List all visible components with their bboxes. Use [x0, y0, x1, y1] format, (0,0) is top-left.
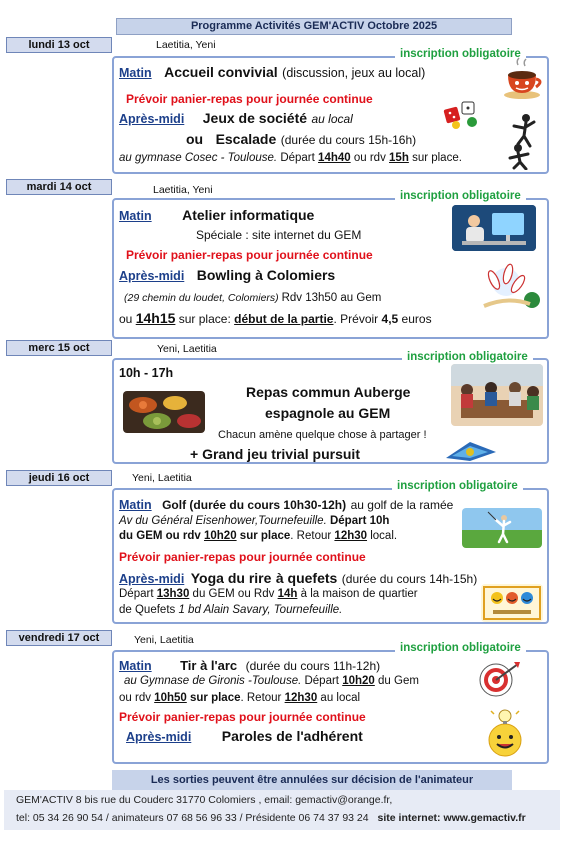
footer [4, 790, 560, 830]
du-gem: du Gem [378, 675, 419, 687]
apm-label: Après-midi [126, 730, 192, 744]
bowling-icon [478, 260, 542, 310]
panier-notice: Prévoir panier-repas pour journée continue [119, 710, 366, 724]
activity-detail: (durée du cours 11h-12h) [245, 659, 381, 673]
apm-label: Après-midi [119, 112, 185, 126]
friday-depart [124, 675, 419, 687]
animators-wednesday: Yeni, Laetitia [157, 343, 217, 355]
activity-detail: (durée du cours 14h-15h) [341, 572, 478, 586]
panier-notice: Prévoir panier-repas pour journée continue [119, 550, 366, 564]
address: (29 chemin du loudet, Colomiers) [124, 292, 279, 304]
debut: début de la partie [234, 312, 334, 326]
apm-label: Après-midi [119, 572, 185, 586]
day-tag-tuesday: mardi 14 oct [6, 179, 112, 195]
depart-time: 10h20 [342, 675, 375, 687]
activity-detail: au local [311, 112, 353, 126]
friday-afternoon [126, 728, 363, 746]
thursday-afternoon [119, 570, 477, 588]
sur-place: sur place [189, 692, 241, 704]
tapas-icon [123, 391, 205, 433]
depart-time: 14h40 [318, 152, 351, 164]
monday-morning [119, 64, 425, 82]
au-local: au local [320, 692, 361, 704]
animators-tuesday: Laetitia, Yeni [153, 184, 213, 196]
inscription-monday: inscription obligatoire [395, 48, 526, 60]
euros: euros [401, 312, 432, 326]
ou-text: ou [186, 131, 204, 147]
footer-phones: tel: 05 34 26 90 54 / animateurs 07 68 56 96 33 / Présidente 06 74 37 93 24 [16, 812, 369, 824]
game-activity: + Grand jeu trivial pursuit [190, 446, 360, 462]
gem-rdv: du GEM ou Rdv [192, 588, 275, 600]
depart-label: Départ [119, 588, 154, 600]
retour: . Retour [240, 692, 282, 704]
apm-label: Après-midi [119, 269, 185, 283]
monday-escalade [186, 131, 416, 149]
computer-icon [452, 205, 536, 251]
activity-name: Escalade [215, 131, 277, 147]
maison: à la maison de quartier [300, 588, 418, 600]
activity-name: Paroles de l'adhérent [221, 728, 363, 744]
activity-detail: Spéciale : site internet du GEM [196, 228, 362, 242]
price: 4,5 [381, 312, 399, 326]
share-note: Chacun amène quelque chose à partager ! [218, 429, 427, 441]
activity-name: Bowling à Colomiers [196, 267, 336, 283]
matin-label: Matin [119, 209, 152, 223]
sur-place: sur place: [178, 312, 231, 326]
day-tag-monday: lundi 13 oct [6, 37, 112, 53]
activity-name: Repas commun Auberge [246, 384, 411, 400]
inscription-thursday: inscription obligatoire [392, 480, 523, 492]
rdv-time: 15h [389, 152, 409, 164]
panier-notice: Prévoir panier-repas pour journée continue [126, 92, 373, 106]
tuesday-morning [119, 207, 314, 225]
depart-label: Départ [304, 675, 340, 687]
group-meal-icon [451, 364, 543, 426]
ou-rdv: ou rdv [119, 692, 151, 704]
thursday-yoga-address [119, 604, 342, 616]
friday-rdv [119, 692, 360, 704]
matin-label: Matin [119, 66, 152, 80]
address: 1 bd Alain Savary, Tournefeuille. [178, 604, 343, 616]
animators-monday: Laetitia, Yeni [156, 39, 216, 51]
page-title: Programme Activités GEM'ACTIV Octobre 2025 [116, 18, 512, 35]
yoga-laugh-icon [481, 584, 543, 622]
depart-time: 13h30 [156, 588, 190, 600]
activity-name-2: espagnole au GEM [265, 405, 391, 421]
day-tag-wednesday: merc 15 oct [6, 340, 112, 356]
location: au Gymnase de Gironis -Toulouse. [124, 675, 302, 687]
retour-time: 12h30 [334, 530, 368, 542]
rdv-time: 14h [277, 588, 298, 600]
rdv-time: 10h20 [203, 530, 237, 542]
board-game-icon [440, 438, 500, 462]
tuesday-start [119, 310, 432, 326]
activity-detail: (durée du cours 15h-16h) [280, 133, 417, 147]
activity-name: Accueil convivial [164, 64, 278, 80]
inscription-friday: inscription obligatoire [395, 642, 526, 654]
activity-place: à quefets [275, 570, 338, 586]
matin-label: Matin [119, 659, 152, 673]
dice-icon [442, 98, 482, 130]
footer-website-link[interactable]: site internet: www.gemactiv.fr [377, 812, 526, 824]
tuesday-address [124, 292, 381, 304]
panier-notice: Prévoir panier-repas pour journée continue [126, 248, 373, 262]
golfer-icon [462, 508, 542, 548]
friday-morning [119, 657, 380, 675]
quefets: de Quefets [119, 604, 176, 616]
day-tag-thursday: jeudi 16 oct [6, 470, 112, 486]
cancellation-banner: Les sorties peuvent être annulées sur décision de l'animateur [112, 770, 512, 790]
start-time: 14h15 [135, 310, 176, 326]
ou-text: ou [119, 312, 133, 326]
matin-label: Matin [119, 498, 152, 512]
activity-name: Jeux de société [202, 110, 308, 126]
thursday-yoga-depart [119, 588, 418, 600]
activity-name: Tir à l'arc [180, 658, 238, 673]
hours: 10h - 17h [119, 366, 174, 380]
thursday-morning [119, 496, 453, 514]
day-tag-friday: vendredi 17 oct [6, 630, 112, 646]
footer-address: GEM'ACTIV 8 bis rue du Couderc 31770 Colomiers , email: gemactiv@orange.fr, [16, 794, 393, 806]
inscription-tuesday: inscription obligatoire [395, 190, 526, 202]
footer-contacts [16, 812, 526, 824]
retour: . Retour [290, 530, 332, 542]
gem-ou: du GEM ou rdv [119, 530, 201, 542]
depart-label: Départ [280, 152, 315, 164]
retour-time: 12h30 [284, 692, 318, 704]
monday-afternoon [119, 110, 353, 128]
monday-departure [119, 152, 462, 164]
tuesday-afternoon [119, 267, 335, 285]
rdv-label: ou rdv [353, 152, 386, 164]
activity-detail: (discussion, jeux au local) [282, 66, 426, 80]
prevoir: . Prévoir [333, 312, 379, 326]
location: au gymnase Cosec - Toulouse. [119, 152, 278, 164]
address: Av du Général Eisenhower,Tournefeuille. [119, 515, 327, 527]
local: local. [370, 530, 398, 542]
inscription-wednesday: inscription obligatoire [402, 351, 533, 363]
animators-thursday: Yeni, Laetitia [132, 472, 192, 484]
activity-name: Atelier informatique [182, 207, 315, 223]
activity-name: Yoga du rire [190, 570, 272, 586]
rdv: Rdv 13h50 au Gem [281, 292, 382, 304]
depart: Départ 10h [329, 515, 390, 527]
activity-name: Golf (durée du cours 10h30-12h) [162, 498, 347, 512]
thursday-rdv [119, 530, 397, 542]
rdv-post: sur place. [412, 152, 462, 164]
rdv-time: 10h50 [154, 692, 187, 704]
coffee-cup-icon [500, 57, 544, 101]
thursday-address [119, 515, 389, 527]
activity-place: au golf de la ramée [350, 498, 454, 512]
idea-smiley-icon [484, 708, 526, 758]
climbers-icon [500, 112, 548, 170]
archery-target-icon [474, 658, 522, 698]
animators-friday: Yeni, Laetitia [134, 634, 194, 646]
sur-place: sur place [239, 530, 291, 542]
